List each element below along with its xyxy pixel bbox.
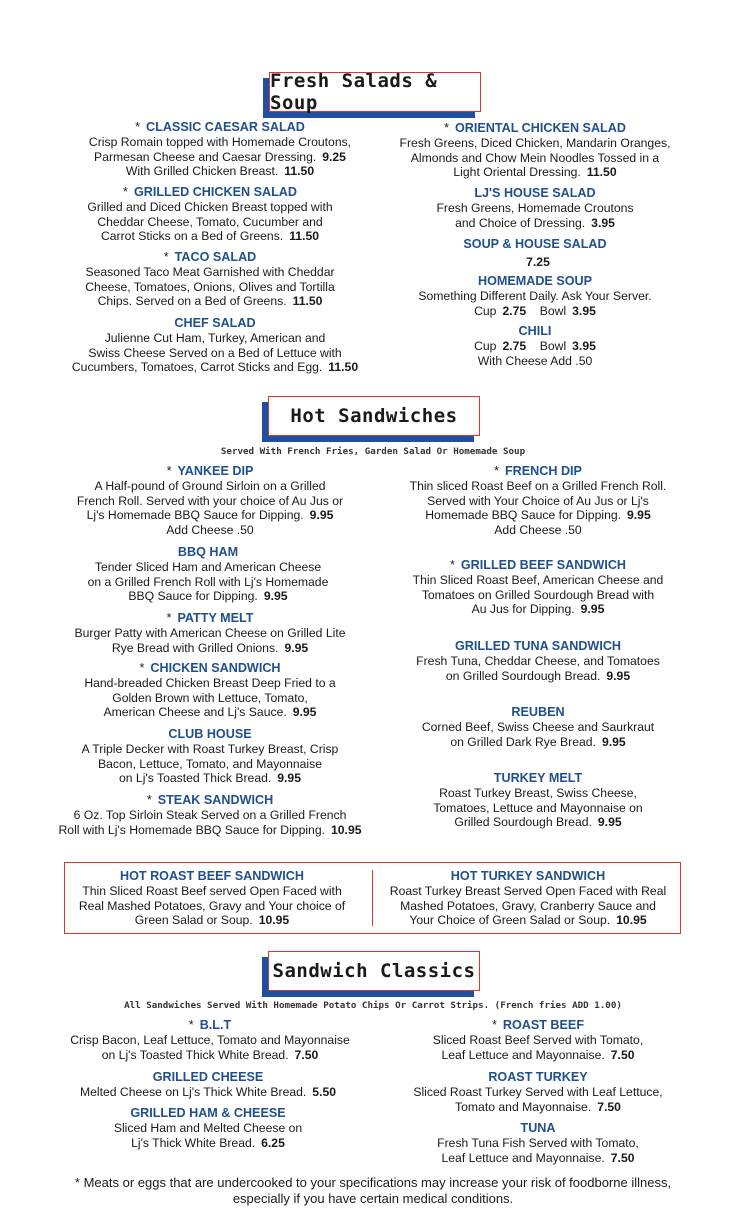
item-price: 5.50 bbox=[312, 1085, 337, 1099]
item-name: GRILLED HAM & CHEESE bbox=[130, 1106, 286, 1120]
item-price: 9.95 bbox=[292, 705, 317, 720]
item-price: 9.95 bbox=[606, 668, 631, 683]
item-price: 9.95 bbox=[627, 508, 651, 523]
menu-item-hot-roast-beef: HOT ROAST BEEF SANDWICH Thin Sliced Roast Beef served Open Faced with Real Mashed Potatoes, Gravy and Your choice of Green Salad or Soup. 10.95 bbox=[32, 869, 392, 928]
menu-item-caesar-salad: * CLASSIC CAESAR SALAD Crisp Romain topped with Homemade Croutons, Parmesan Cheese and Caesar Dressing. 9.25 With Grilled Chicken Breast. 11.50 bbox=[88, 120, 352, 179]
menu-item-french-dip: * FRENCH DIP Thin sliced Roast Beef on a Grilled French Roll. Served with Your Choice of Au Jus or Lj's Homemade BBQ Sauce for Dipping. 9.95 Add Cheese .50 bbox=[409, 464, 667, 537]
item-price: 9.95 bbox=[284, 640, 309, 655]
item-price: 9.95 bbox=[580, 602, 605, 617]
menu-item-homemade-soup: HOMEMADE SOUP Something Different Daily. Ask Your Server. Cup 2.75 Bowl 3.95 bbox=[355, 274, 715, 318]
item-price: 9.95 bbox=[601, 734, 626, 749]
item-name: ORIENTAL CHICKEN SALAD bbox=[454, 121, 626, 135]
item-name: GRILLED CHICKEN SALAD bbox=[133, 185, 297, 199]
item-name: BBQ HAM bbox=[177, 545, 239, 559]
item-name: PATTY MELT bbox=[177, 611, 254, 625]
item-price: 7.25 bbox=[526, 255, 550, 269]
item-name: HOMEMADE SOUP bbox=[477, 274, 593, 288]
menu-item-oriental-chicken-salad: * ORIENTAL CHICKEN SALAD Fresh Greens, Diced Chicken, Mandarin Oranges, Almonds and Chow Mein Noodles Tossed in a Light Oriental Dressing. 11.50 bbox=[399, 121, 671, 180]
menu-item-patty-melt: * PATTY MELT Burger Patty with American Cheese on Grilled Lite Rye Bread with Grilled Onions. 9.95 bbox=[74, 611, 346, 655]
item-price: 9.25 bbox=[322, 149, 346, 164]
item-price: 10.95 bbox=[331, 822, 362, 837]
item-price: 11.50 bbox=[586, 165, 617, 180]
menu-item-chili: CHILI Cup 2.75 Bowl 3.95 With Cheese Add .50 bbox=[355, 324, 715, 368]
item-name: TUNA bbox=[520, 1121, 556, 1135]
health-disclaimer: * Meats or eggs that are undercooked to your specifications may increase your risk of foodborne illness, especially if you have certain medical conditions. bbox=[74, 1175, 672, 1206]
item-name: SOUP & HOUSE SALAD bbox=[463, 237, 607, 251]
menu-item-reuben: REUBEN Corned Beef, Swiss Cheese and Saurkraut on Grilled Dark Rye Bread. 9.95 bbox=[358, 705, 718, 749]
menu-item-yankee-dip: * YANKEE DIP A Half-pound of Ground Sirloin on a Grilled French Roll. Served with your choice of Au Jus or Lj's Homemade BBQ Sauce for Dipping. 9.95 Add Cheese .50 bbox=[76, 464, 344, 537]
item-price: 9.95 bbox=[263, 589, 288, 604]
menu-item-roast-beef: * ROAST BEEF Sliced Roast Beef Served with Tomato, Leaf Lettuce and Mayonnaise. 7.50 bbox=[432, 1018, 644, 1062]
section-title-hot-sandwiches: Hot Sandwiches bbox=[268, 396, 480, 436]
menu-item-grilled-chicken-salad: * GRILLED CHICKEN SALAD Grilled and Diced Chicken Breast topped with Cheddar Cheese, Tomato, Cucumber and Carrot Sticks on a Bed of Greens. 11.50 bbox=[87, 185, 333, 244]
menu-item-grilled-beef-sandwich: * GRILLED BEEF SANDWICH Thin Sliced Roast Beef, American Cheese and Tomatoes on Grilled Sourdough Bread with Au Jus for Dipping. 9.95 bbox=[412, 558, 664, 617]
menu-item-hot-turkey: HOT TURKEY SANDWICH Roast Turkey Breast Served Open Faced with Real Mashed Potatoes, Gravy, Cranberry Sauce and Your Choice of Green Salad or Soup. 10.95 bbox=[348, 869, 708, 928]
menu-item-grilled-cheese: GRILLED CHEESE Melted Cheese on Lj's Thick White Bread. 5.50 bbox=[28, 1070, 388, 1100]
item-price: 11.50 bbox=[328, 360, 359, 375]
item-price: 10.95 bbox=[616, 913, 647, 928]
item-price: 7.50 bbox=[597, 1099, 621, 1114]
item-price: 9.95 bbox=[597, 815, 622, 830]
menu-item-bbq-ham: BBQ HAM Tender Sliced Ham and American Cheese on a Grilled French Roll with Lj's Homemade BBQ Sauce for Dipping. 9.95 bbox=[28, 545, 388, 604]
menu-item-soup-house-salad bbox=[355, 237, 715, 270]
item-name: CHEF SALAD bbox=[174, 316, 256, 330]
item-price: 7.50 bbox=[294, 1047, 319, 1062]
menu-item-blt: * B.L.T Crisp Bacon, Leaf Lettuce, Tomato and Mayonnaise on Lj's Toasted Thick White Bread. 7.50 bbox=[70, 1018, 350, 1062]
menu-item-chicken-sandwich: * CHICKEN SANDWICH Hand-breaded Chicken Breast Deep Fried to a Golden Brown with Lettuce, Tomato, American Cheese and Lj's Sauce. 9.95 bbox=[84, 661, 336, 720]
menu-item-steak-sandwich: * STEAK SANDWICH 6 Oz. Top Sirloin Steak Served on a Grilled French Roll with Lj's Homemade BBQ Sauce for Dipping. 10.95 bbox=[58, 793, 362, 837]
menu-item-turkey-melt: TURKEY MELT Roast Turkey Breast, Swiss Cheese, Tomatoes, Lettuce and Mayonnaise on Grilled Sourdough Bread. 9.95 bbox=[358, 771, 718, 830]
menu-item-taco-salad: * TACO SALAD Seasoned Taco Meat Garnished with Cheddar Cheese, Tomatoes, Onions, Olives and Tortilla Chips. Served on a Bed of Greens. 11.50 bbox=[85, 250, 335, 309]
item-name: CLASSIC CAESAR SALAD bbox=[146, 120, 305, 134]
item-name: CHILI bbox=[518, 324, 552, 338]
item-name: REUBEN bbox=[511, 705, 565, 719]
section-title-salads: Fresh Salads & Soup bbox=[269, 72, 481, 112]
item-price: 7.50 bbox=[610, 1047, 635, 1062]
menu-item-house-salad: LJ'S HOUSE SALAD Fresh Greens, Homemade Croutons and Choice of Dressing. 3.95 bbox=[355, 186, 715, 230]
menu-item-roast-turkey: ROAST TURKEY Sliced Roast Turkey Served with Leaf Lettuce, Tomato and Mayonnaise. 7.50 bbox=[358, 1070, 718, 1114]
menu-item-grilled-tuna-sandwich: GRILLED TUNA SANDWICH Fresh Tuna, Cheddar Cheese, and Tomatoes on Grilled Sourdough Bread. 9.95 bbox=[358, 639, 718, 683]
item-name: HOT ROAST BEEF SANDWICH bbox=[119, 869, 304, 883]
item-price: 11.50 bbox=[292, 294, 323, 309]
item-name: ROAST BEEF bbox=[502, 1018, 585, 1032]
item-name: GRILLED CHEESE bbox=[152, 1070, 264, 1084]
item-name: GRILLED BEEF SANDWICH bbox=[460, 558, 627, 572]
menu-item-grilled-ham-cheese: GRILLED HAM & CHEESE Sliced Ham and Melted Cheese on Lj's Thick White Bread. 6.25 bbox=[28, 1106, 388, 1150]
item-name: CLUB HOUSE bbox=[168, 727, 252, 741]
item-price: 11.50 bbox=[289, 229, 320, 244]
item-price: 7.50 bbox=[610, 1150, 635, 1165]
item-name: HOT TURKEY SANDWICH bbox=[450, 869, 606, 883]
item-price: 9.95 bbox=[277, 771, 301, 786]
menu-item-chef-salad: CHEF SALAD Julienne Cut Ham, Turkey, American and Swiss Cheese Served on a Bed of Lettuce with Cucumbers, Tomatoes, Carrot Sticks and Egg. 11.50 bbox=[35, 316, 395, 375]
section-title-sandwich-classics: Sandwich Classics bbox=[268, 951, 480, 991]
item-name: ROAST TURKEY bbox=[488, 1070, 588, 1084]
menu-item-club-house: CLUB HOUSE A Triple Decker with Roast Turkey Breast, Crisp Bacon, Lettuce, Tomato, and Mayonnaise on Lj's Toasted Thick Bread. 9.95 bbox=[30, 727, 390, 786]
item-name: CHICKEN SANDWICH bbox=[150, 661, 281, 675]
section-subtitle-hot: Served With French Fries, Garden Salad Or Homemade Soup bbox=[220, 446, 526, 457]
item-price: 6.25 bbox=[261, 1135, 285, 1150]
item-price: 10.95 bbox=[258, 913, 290, 928]
item-price: 11.50 bbox=[284, 164, 315, 179]
item-name: LJ'S HOUSE SALAD bbox=[474, 186, 596, 200]
item-price: 9.95 bbox=[309, 508, 334, 523]
item-name: GRILLED TUNA SANDWICH bbox=[454, 639, 622, 653]
section-subtitle-classics: All Sandwiches Served With Homemade Potato Chips Or Carrot Strips. (French fries ADD 1.00) bbox=[124, 1000, 622, 1011]
item-name: FRENCH DIP bbox=[504, 464, 582, 478]
item-name: YANKEE DIP bbox=[177, 464, 254, 478]
item-name: B.L.T bbox=[199, 1018, 232, 1032]
item-name: STEAK SANDWICH bbox=[157, 793, 274, 807]
item-name: TACO SALAD bbox=[174, 250, 257, 264]
item-price: 3.95 bbox=[591, 215, 615, 230]
menu-item-tuna: TUNA Fresh Tuna Fish Served with Tomato, Leaf Lettuce and Mayonnaise. 7.50 bbox=[358, 1121, 718, 1165]
item-name: TURKEY MELT bbox=[493, 771, 583, 785]
